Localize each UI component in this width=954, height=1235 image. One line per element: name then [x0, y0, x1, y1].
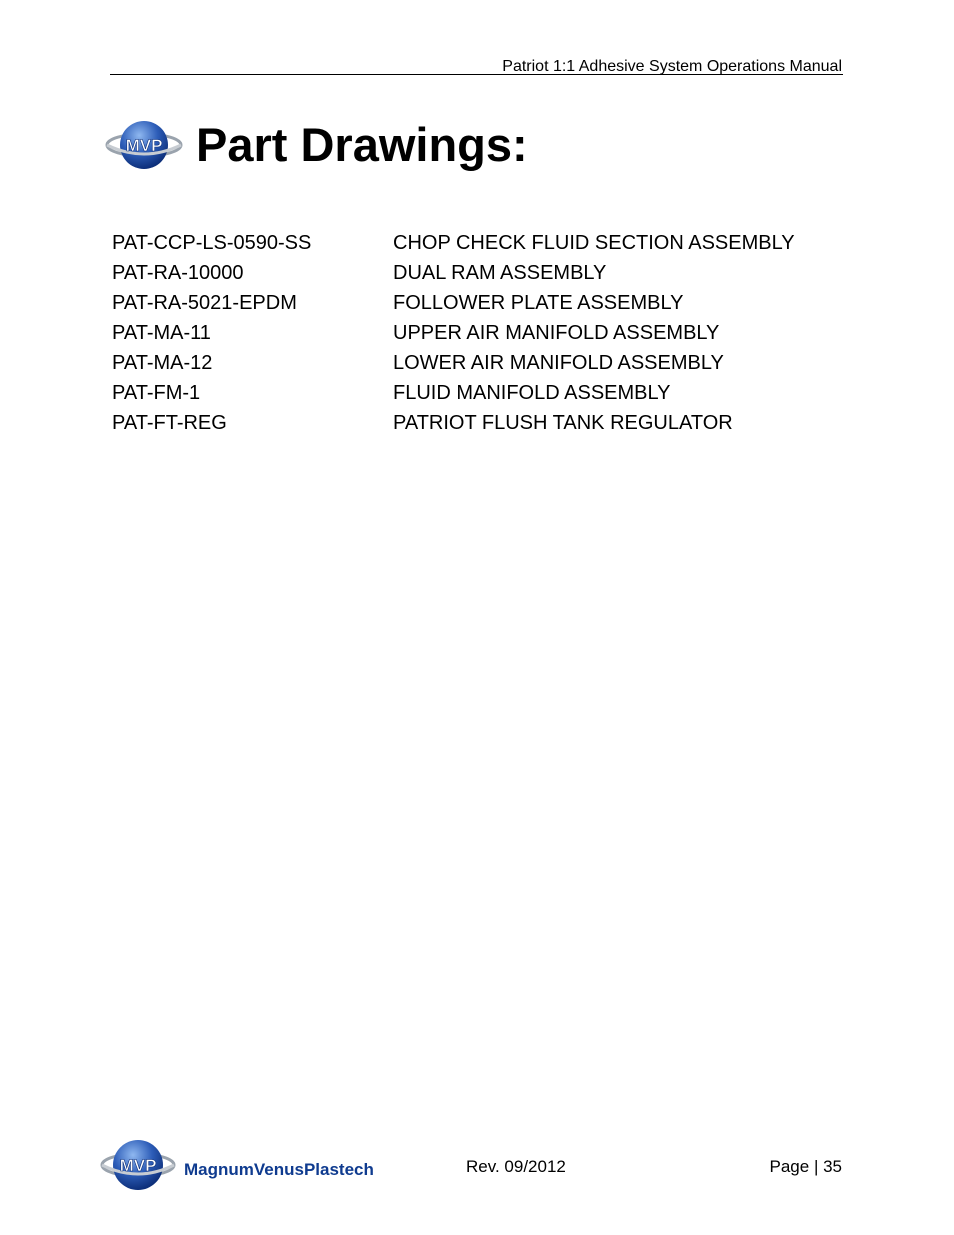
part-number: PAT-CCP-LS-0590-SS: [112, 231, 312, 254]
part-description: DUAL RAM ASSEMBLY: [393, 261, 607, 284]
header-rule: [110, 74, 843, 75]
part-description: LOWER AIR MANIFOLD ASSEMBLY: [393, 351, 724, 374]
part-number: PAT-MA-11: [112, 321, 211, 344]
manual-title: Patriot 1:1 Adhesive System Operations Manual: [502, 58, 842, 75]
revision-date: Rev. 09/2012: [466, 1157, 566, 1176]
part-row: [112, 258, 852, 288]
page-number: Page | 35: [769, 1157, 842, 1176]
logo-text: MVP: [119, 1156, 157, 1175]
logo-text: MVP: [125, 136, 163, 155]
part-description: PATRIOT FLUSH TANK REGULATOR: [393, 411, 733, 434]
mvp-logo-icon: [104, 113, 184, 177]
part-row: [112, 408, 852, 438]
parts-list: [112, 228, 852, 438]
part-number: PAT-FM-1: [112, 381, 201, 404]
part-description: CHOP CHECK FLUID SECTION ASSEMBLY: [393, 231, 795, 254]
part-description: FLUID MANIFOLD ASSEMBLY: [393, 381, 671, 404]
company-logo: [98, 1134, 388, 1196]
part-description: FOLLOWER PLATE ASSEMBLY: [393, 291, 684, 314]
part-row: [112, 228, 852, 258]
part-number: PAT-MA-12: [112, 351, 213, 374]
page-title: Part Drawings:: [196, 118, 528, 171]
part-description: UPPER AIR MANIFOLD ASSEMBLY: [393, 321, 720, 344]
part-number: PAT-RA-10000: [112, 261, 244, 284]
mvp-globe-icon: [102, 1140, 174, 1190]
part-row: [112, 348, 852, 378]
part-row: [112, 288, 852, 318]
part-row: [112, 318, 852, 348]
part-row: [112, 378, 852, 408]
part-number: PAT-FT-REG: [112, 411, 227, 434]
company-name: MagnumVenusPlastech: [184, 1160, 374, 1179]
part-number: PAT-RA-5021-EPDM: [112, 291, 297, 314]
section-heading: [104, 110, 528, 180]
